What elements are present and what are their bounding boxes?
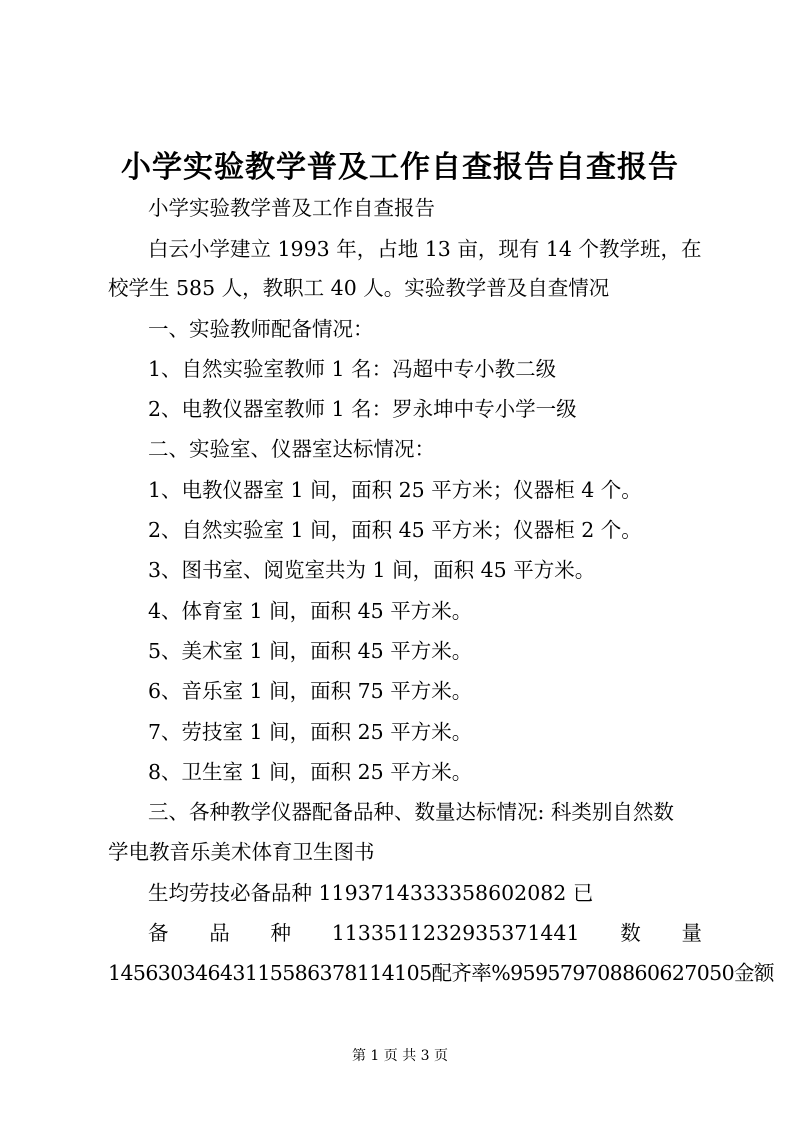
paragraph-line: 生均劳技必备品种 1193714333358602082 已	[148, 881, 594, 905]
paragraph-line: 三、各种教学仪器配备品种、数量达标情况: 科类别自然数	[148, 800, 674, 824]
paragraph-line: 6、音乐室 1 间，面积 75 平方米。	[148, 679, 473, 703]
paragraph-line-last: 14563034643115586378114105配齐率%959579708860627050金额	[108, 961, 774, 985]
spaced-word: 种	[270, 921, 291, 945]
paragraph-line: 小学实验教学普及工作自查报告	[148, 196, 435, 220]
spaced-word: 数	[620, 921, 641, 945]
paragraph-line: 2、电教仪器室教师 1 名：罗永坤中专小学一级	[148, 397, 577, 421]
paragraph-line: 一、实验教师配备情况：	[148, 317, 374, 341]
paragraph-line: 5、美术室 1 间，面积 45 平方米。	[148, 639, 473, 663]
spaced-word: 品	[209, 921, 230, 945]
paragraph-line: 校学生 585 人，教职工 40 人。实验教学普及自查情况	[108, 276, 610, 300]
paragraph-line: 3、图书室、阅览室共为 1 间，面积 45 平方米。	[148, 558, 596, 582]
paragraph-line: 学电教音乐美术体育卫生图书	[108, 840, 375, 864]
paragraph-line: 1、自然实验室教师 1 名：冯超中专小教二级	[148, 357, 557, 381]
page-footer: 第 1 页 共 3 页	[351, 1048, 449, 1064]
spaced-word: 1133511232935371441	[331, 921, 580, 945]
paragraph-line: 7、劳技室 1 间，面积 25 平方米。	[148, 720, 473, 744]
paragraph-line: 8、卫生室 1 间，面积 25 平方米。	[148, 760, 473, 784]
paragraph-line: 白云小学建立 1993 年，占地 13 亩，现有 14 个教学班，在	[148, 237, 702, 261]
spaced-word: 量	[681, 921, 702, 945]
paragraph-line: 1、电教仪器室 1 间，面积 25 平方米；仪器柜 4 个。	[148, 478, 642, 502]
paragraph-line: 4、体育室 1 间，面积 45 平方米。	[148, 599, 473, 623]
document-title: 小学实验教学普及工作自查报告自查报告	[121, 150, 679, 185]
paragraph-line: 二、实验室、仪器室达标情况：	[148, 437, 435, 461]
spaced-word: 备	[148, 921, 169, 945]
paragraph-line: 2、自然实验室 1 间，面积 45 平方米；仪器柜 2 个。	[148, 518, 642, 542]
spaced-line	[148, 913, 702, 953]
